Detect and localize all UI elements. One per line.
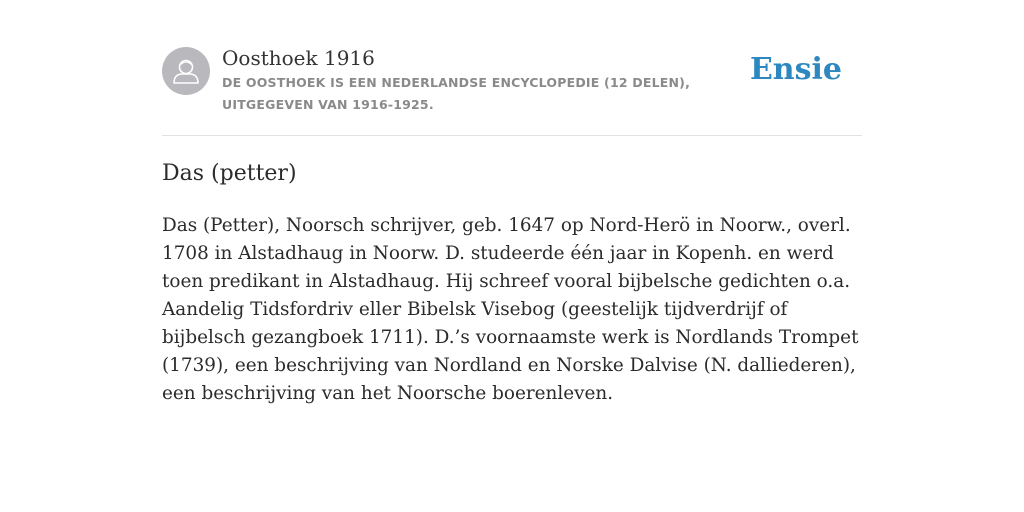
entry-title: Das (petter) bbox=[162, 161, 297, 186]
entry-body: Das (Petter), Noorsch schrijver, geb. 1647 op Nord-Herö in Noorw., overl. 1708 in Alstadhaug in Noorw. D. studeerde één jaar in Kopenh. en werd toen predikant in Alstadhaug. Hij schreef vooral bijbelsche gedichten o.a. Aandelig Tidsfordriv eller Bibelsk Visebog (geestelijk tijdverdrijf of bijbelsch gezangboek 1711). D.’s voornaamste werk is Nordlands Trompet (1739), een beschrijving van Nordland en Norske Dalvise (N. dalliederen), een beschrijving van het Noorsche boerenleven. bbox=[162, 215, 859, 404]
avatar[interactable] bbox=[162, 47, 210, 95]
source-description: DE OOSTHOEK IS EEN NEDERLANDSE ENCYCLOPEDIE (12 DELEN), UITGEGEVEN VAN 1916-1925. bbox=[222, 75, 691, 112]
divider bbox=[162, 135, 862, 136]
source-header bbox=[162, 46, 862, 136]
user-icon bbox=[162, 47, 210, 95]
source-title[interactable]: Oosthoek 1916 bbox=[222, 46, 375, 70]
brand-logo[interactable]: Ensie bbox=[749, 52, 842, 87]
